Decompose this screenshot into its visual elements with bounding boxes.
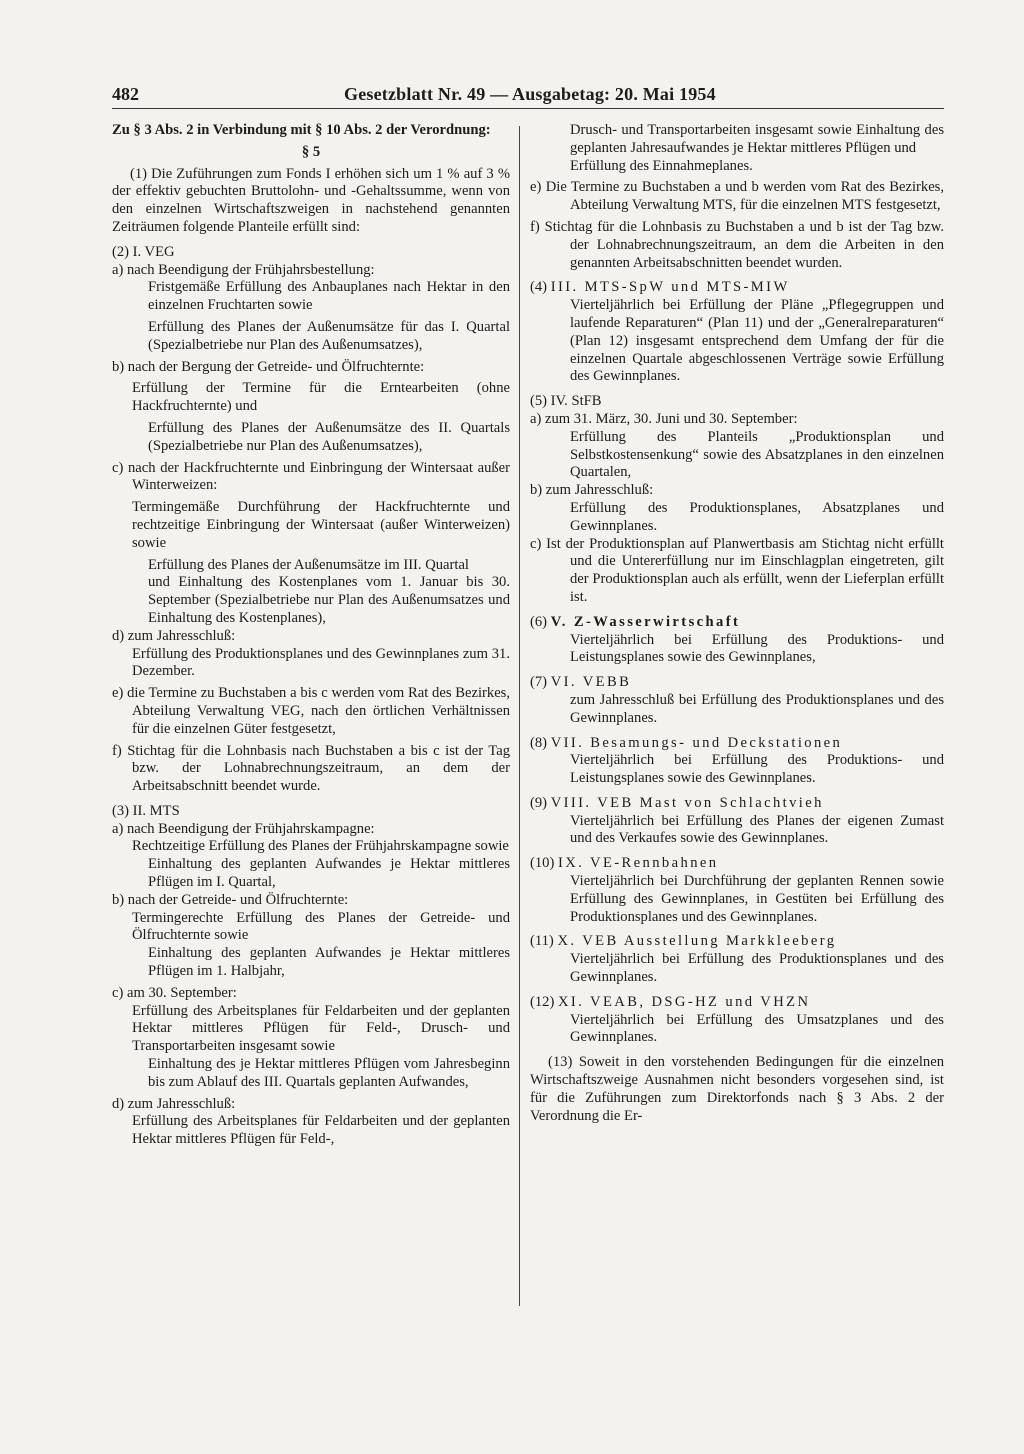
running-head: Gesetzblatt Nr. 49 — Ausgabetag: 20. Mai 1954 [344, 84, 716, 104]
subsection-8-title [530, 735, 944, 753]
subsection-12-number: (12) [530, 993, 555, 1010]
subsection-7-body: zum Jahresschluß bei Erfüllung des Produktionsplanes und des Gewinnplanes. [570, 691, 944, 726]
subsection-10-title [530, 855, 944, 873]
subsection-4-body: Vierteljährlich bei Erfüllung der Pläne „Pflegegruppen und laufende Reparaturen“ (Plan 11) und der „Generalreparaturen“ (Plan 12) insgesamt entsprechend dem Umfang der für die einzelnen Quartale abgeschlossenen Verträge sowie Erfüllung des Gewinnplanes. [570, 297, 944, 385]
subsection-12-name: XI. VEAB, DSG-HZ und VHZN [557, 993, 811, 1010]
item-2d-1: Erfüllung des Produktionsplanes und des Gewinnplanes zum 31. Dezember. [132, 645, 510, 680]
subsection-11-body: Vierteljährlich bei Erfüllung des Produktionsplanes und des Gewinnplanes. [570, 951, 944, 986]
paragraph-13: (13) Soweit in den vorstehenden Bedingungen für die einzelnen Wirtschaftszweige Ausnahmen nicht besonders vorgesehen sind, ist für die Zuführungen zum Direktorfonds nach § 3 Abs. 2 der Verordnung die Er- [530, 1054, 944, 1124]
item-2c: c) nach der Hackfruchternte und Einbringung der Wintersaat außer Winterweizen: [112, 459, 510, 494]
item-5c: c) Ist der Produktionsplan auf Planwertbasis am Stichtag nicht erfüllt und die Untererfüllung nur im Einschlagplan eingetreten, gilt der Produktionsplan auch als erfüllt, wenn der Lieferplan erfüllt ist. [530, 535, 944, 605]
subsection-7-name: VI. VEBB [550, 674, 632, 691]
subsection-2-title: (2) I. VEG [112, 243, 175, 260]
subsection-4-name: III. MTS-SpW und MTS-MIW [550, 279, 790, 296]
item-3c-1: Erfüllung des Arbeitsplanes für Feldarbeiten und der geplanten Hektar mittleres Pflügen für Feld-, Drusch- und Transportarbeiten insgesamt sowie [132, 1002, 510, 1055]
subsection-9-body: Vierteljährlich bei Erfüllung des Planes der eigenen Zumast und des Verkaufes sowie des Gewinnplanes. [570, 812, 944, 847]
subsection-6-body: Vierteljährlich bei Erfüllung des Produktions- und Leistungsplanes sowie des Gewinnplanes, [570, 631, 944, 666]
item-3b-1: Termingerechte Erfüllung des Planes der Getreide- und Ölfruchternte sowie [132, 909, 510, 944]
item-5a: a) zum 31. März, 30. Juni und 30. September: [530, 410, 798, 427]
item-2d: d) zum Jahresschluß: [112, 627, 236, 644]
subsection-11-title [530, 933, 944, 951]
item-5a-1: Erfüllung des Planteils „Produktionsplan und Selbstkostensenkung“ sowie des Absatzplanes in den einzelnen Quartalen, [570, 428, 944, 481]
subsection-8-body: Vierteljährlich bei Erfüllung des Produktions- und Leistungsplanes sowie des Gewinnplanes. [570, 752, 944, 787]
item-2c-2: Erfüllung des Planes der Außenumsätze im III. Quartal [148, 556, 469, 573]
item-3a-2: Einhaltung des geplanten Aufwandes je Hektar mittleres Pflügen im I. Quartal, [148, 856, 510, 891]
subsection-6-number: (6) [530, 613, 548, 630]
item-3c-2: Einhaltung des je Hektar mittleres Pflügen vom Jahresbeginn bis zum Ablauf des III. Quartals geplanten Aufwandes, [148, 1056, 510, 1090]
item-3e: e) Die Termine zu Buchstaben a und b werden vom Rat des Bezirkes, Abteilung Verwaltung MTS, für die einzelnen MTS festgesetzt, [530, 179, 944, 214]
subsection-9-name: VIII. VEB Mast von Schlachtvieh [550, 794, 824, 811]
subsection-5-title: (5) IV. StFB [530, 393, 602, 410]
subsection-4-number: (4) [530, 279, 548, 296]
item-5b-1: Erfüllung des Produktionsplanes, Absatzplanes und Gewinnplanes. [570, 499, 944, 534]
item-3a: a) nach Beendigung der Frühjahrskampagne: [112, 820, 375, 837]
item-5b: b) zum Jahresschluß: [530, 482, 654, 499]
item-2e: e) die Termine zu Buchstaben a bis c werden vom Rat des Bezirkes, Abteilung Verwaltung VEG, nach den örtlichen Verhältnissen für die einzelnen Güter festgesetzt, [112, 685, 510, 737]
right-column [530, 122, 944, 1125]
item-2a-2: Erfüllung des Planes der Außenumsätze für das I. Quartal (Spezialbetriebe nur Plan des Außenumsatzes), [148, 318, 510, 353]
item-3d: d) zum Jahresschluß: [112, 1095, 236, 1112]
item-2a: a) nach Beendigung der Frühjahrsbestellung: [112, 261, 375, 278]
page-header [112, 84, 944, 108]
left-column [112, 122, 510, 1149]
subsection-12-body: Vierteljährlich bei Erfüllung des Umsatzplanes und des Gewinnplanes. [570, 1011, 944, 1046]
item-2c-3: und Einhaltung des Kostenplanes vom 1. Januar bis 30. September (Spezialbetriebe nur Plan des Außenumsatzes und Einhaltung des Kostenplanes), [148, 574, 510, 626]
column-divider [519, 126, 520, 1306]
subsection-3-title: (3) II. MTS [112, 802, 180, 819]
subsection-9-number: (9) [530, 794, 548, 811]
continuation-2: Erfüllung des Einnahmeplanes. [570, 157, 753, 174]
item-3d-1: Erfüllung des Arbeitsplanes für Feldarbeiten und der geplanten Hektar mittleres Pflügen für Feld-, [132, 1113, 510, 1148]
item-3f: f) Stichtag für die Lohnbasis zu Buchstaben a und b ist der Tag bzw. der Lohnabrechnungszeitraum, an dem die Arbeiten in den genannten Arbeitsabschnitten beendet wurden. [530, 218, 944, 271]
item-2a-1: Fristgemäße Erfüllung des Anbauplanes nach Hektar in den einzelnen Fruchtarten sowie [148, 279, 510, 314]
subsection-4-title [530, 279, 944, 297]
subsection-8-number: (8) [530, 734, 548, 751]
subsection-9-title [530, 795, 944, 813]
subsection-11-number: (11) [530, 933, 554, 950]
item-3b-2: Einhaltung des geplanten Aufwandes je Hektar mittleres Pflügen im 1. Halbjahr, [148, 945, 510, 980]
section-number: § 5 [301, 143, 321, 160]
item-2b-1: Erfüllung der Termine für die Erntearbeiten (ohne Hackfruchternte) und [132, 380, 510, 415]
item-3a-1: Rechtzeitige Erfüllung des Planes der Frühjahrskampagne sowie [132, 838, 509, 855]
item-3b: b) nach der Getreide- und Ölfruchternte: [112, 891, 349, 908]
item-2c-1: Termingemäße Durchführung der Hackfruchternte und rechtzeitige Einbringung der Wintersaat (außer Winterweizen) sowie [132, 499, 510, 551]
subsection-8-name: VII. Besamungs- und Deckstationen [550, 734, 843, 751]
subsection-7-title [530, 674, 944, 692]
subsection-10-name: IX. VE-Rennbahnen [557, 855, 719, 872]
subsection-10-body: Vierteljährlich bei Durchführung der geplanten Rennen sowie Erfüllung des Gewinnplanes, in Gestüten bei Erfüllung des Produktionsplanes und des Gewinnplanes. [570, 873, 944, 925]
subsection-6-title [530, 614, 944, 632]
item-2b: b) nach der Bergung der Getreide- und Ölfruchternte: [112, 358, 425, 375]
continuation-1: Drusch- und Transportarbeiten insgesamt sowie Einhaltung des geplanten Jahresaufwandes je Hektar mittleres Pflügen und [570, 122, 944, 156]
item-2b-2: Erfüllung des Planes der Außenumsätze des II. Quartals (Spezialbetriebe nur Plan des Außenumsatzes), [148, 419, 510, 454]
paragraph-1: (1) Die Zuführungen zum Fonds I erhöhen sich um 1 % auf 3 % der effektiv gebuchten Bruttolohn- und -Gehaltssumme, wenn von den einzelnen Wirtschaftszweigen in nachstehend genannten Zeiträumen folgende Planteile erfüllt sind: [112, 165, 510, 235]
subsection-11-name: X. VEB Ausstellung Markkleeberg [557, 933, 837, 950]
subsection-10-number: (10) [530, 855, 555, 872]
header-rule [112, 108, 944, 109]
subsection-12-title [530, 994, 944, 1012]
item-2f: f) Stichtag für die Lohnbasis nach Buchstaben a bis c ist der Tag bzw. der Lohnabrechnungszeitraum, an dem der Arbeitsabschnitt beendet wurde. [112, 742, 510, 795]
subsection-7-number: (7) [530, 674, 548, 691]
section-heading: Zu § 3 Abs. 2 in Verbindung mit § 10 Abs. 2 der Verordnung: [112, 122, 491, 138]
page-number: 482 [112, 84, 139, 104]
subsection-6-name: V. Z-Wasserwirtschaft [550, 613, 741, 630]
item-3c: c) am 30. September: [112, 984, 237, 1001]
